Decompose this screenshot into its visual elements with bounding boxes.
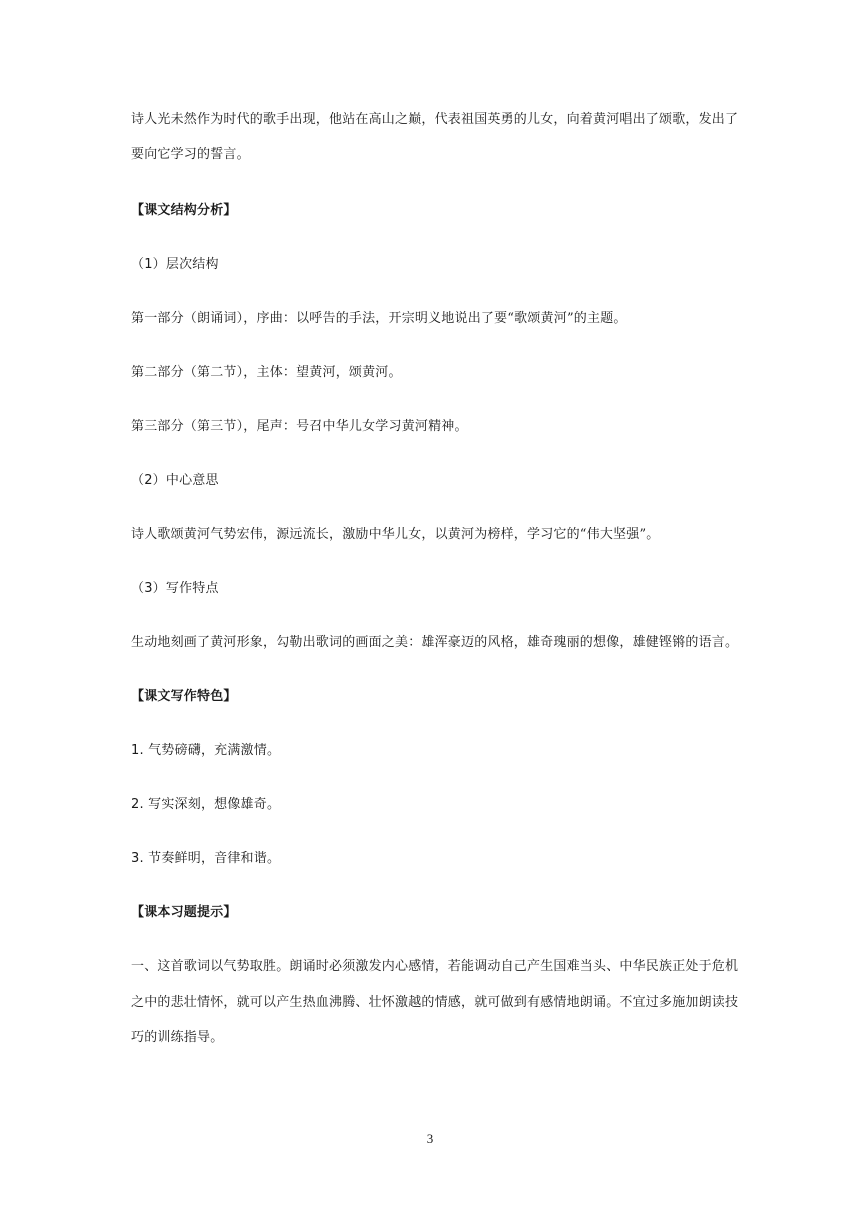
structure-heading: 【课文结构分析】 — [131, 203, 237, 218]
structure-part-2: 第二部分（第二节），主体：望黄河，颂黄河。 — [131, 365, 402, 380]
structure-subheading-3: （3）写作特点 — [131, 581, 219, 596]
list-text: 写实深刻，想像雄奇。 — [148, 797, 281, 812]
central-idea: 诗人歌颂黄河气势宏伟，源远流长，激励中华儿女，以黄河为榜样，学习它的“伟大坚强”。 — [131, 527, 660, 542]
list-text: 节奏鲜明，音律和谐。 — [148, 851, 281, 866]
exercises-line-3: 巧的训练指导。 — [131, 1030, 224, 1045]
writing-features: 生动地刻画了黄河形象，勾勒出歌词的画面之美：雄浑豪迈的风格，雄奇瑰丽的想像，雄健铿锵的语言。 — [131, 635, 739, 650]
writing-heading: 【课文写作特色】 — [131, 689, 237, 704]
structure-subheading-2: （2）中心意思 — [131, 473, 219, 488]
list-number: 1. — [131, 743, 144, 758]
list-number: 2. — [131, 797, 144, 812]
list-text: 气势磅礴，充满激情。 — [148, 743, 281, 758]
writing-item-2 — [131, 797, 731, 813]
writing-item-3 — [131, 851, 731, 867]
exercises-line-1: 一、这首歌词以气势取胜。朗诵时必须激发内心感情，若能调动自己产生国难当头、中华民族正处于危机 — [131, 959, 739, 974]
writing-item-1 — [131, 743, 731, 759]
intro-line-1: 诗人光未然作为时代的歌手出现，他站在高山之巅，代表祖国英勇的儿女，向着黄河唱出了颂歌，发出了 — [131, 112, 739, 127]
structure-part-3: 第三部分（第三节），尾声：号召中华儿女学习黄河精神。 — [131, 419, 468, 434]
exercises-heading: 【课本习题提示】 — [131, 905, 237, 920]
structure-subheading-1: （1）层次结构 — [131, 257, 219, 272]
page-number: 3 — [426, 1131, 434, 1146]
structure-part-1: 第一部分（朗诵词），序曲：以呼告的手法，开宗明义地说出了要“歌颂黄河”的主题。 — [131, 311, 627, 326]
exercises-line-2: 之中的悲壮情怀，就可以产生热血沸腾、壮怀激越的情感，就可做到有感情地朗诵。不宜过多施加朗读技 — [131, 995, 739, 1010]
list-number: 3. — [131, 851, 144, 866]
intro-line-2: 要向它学习的誓言。 — [131, 147, 250, 162]
